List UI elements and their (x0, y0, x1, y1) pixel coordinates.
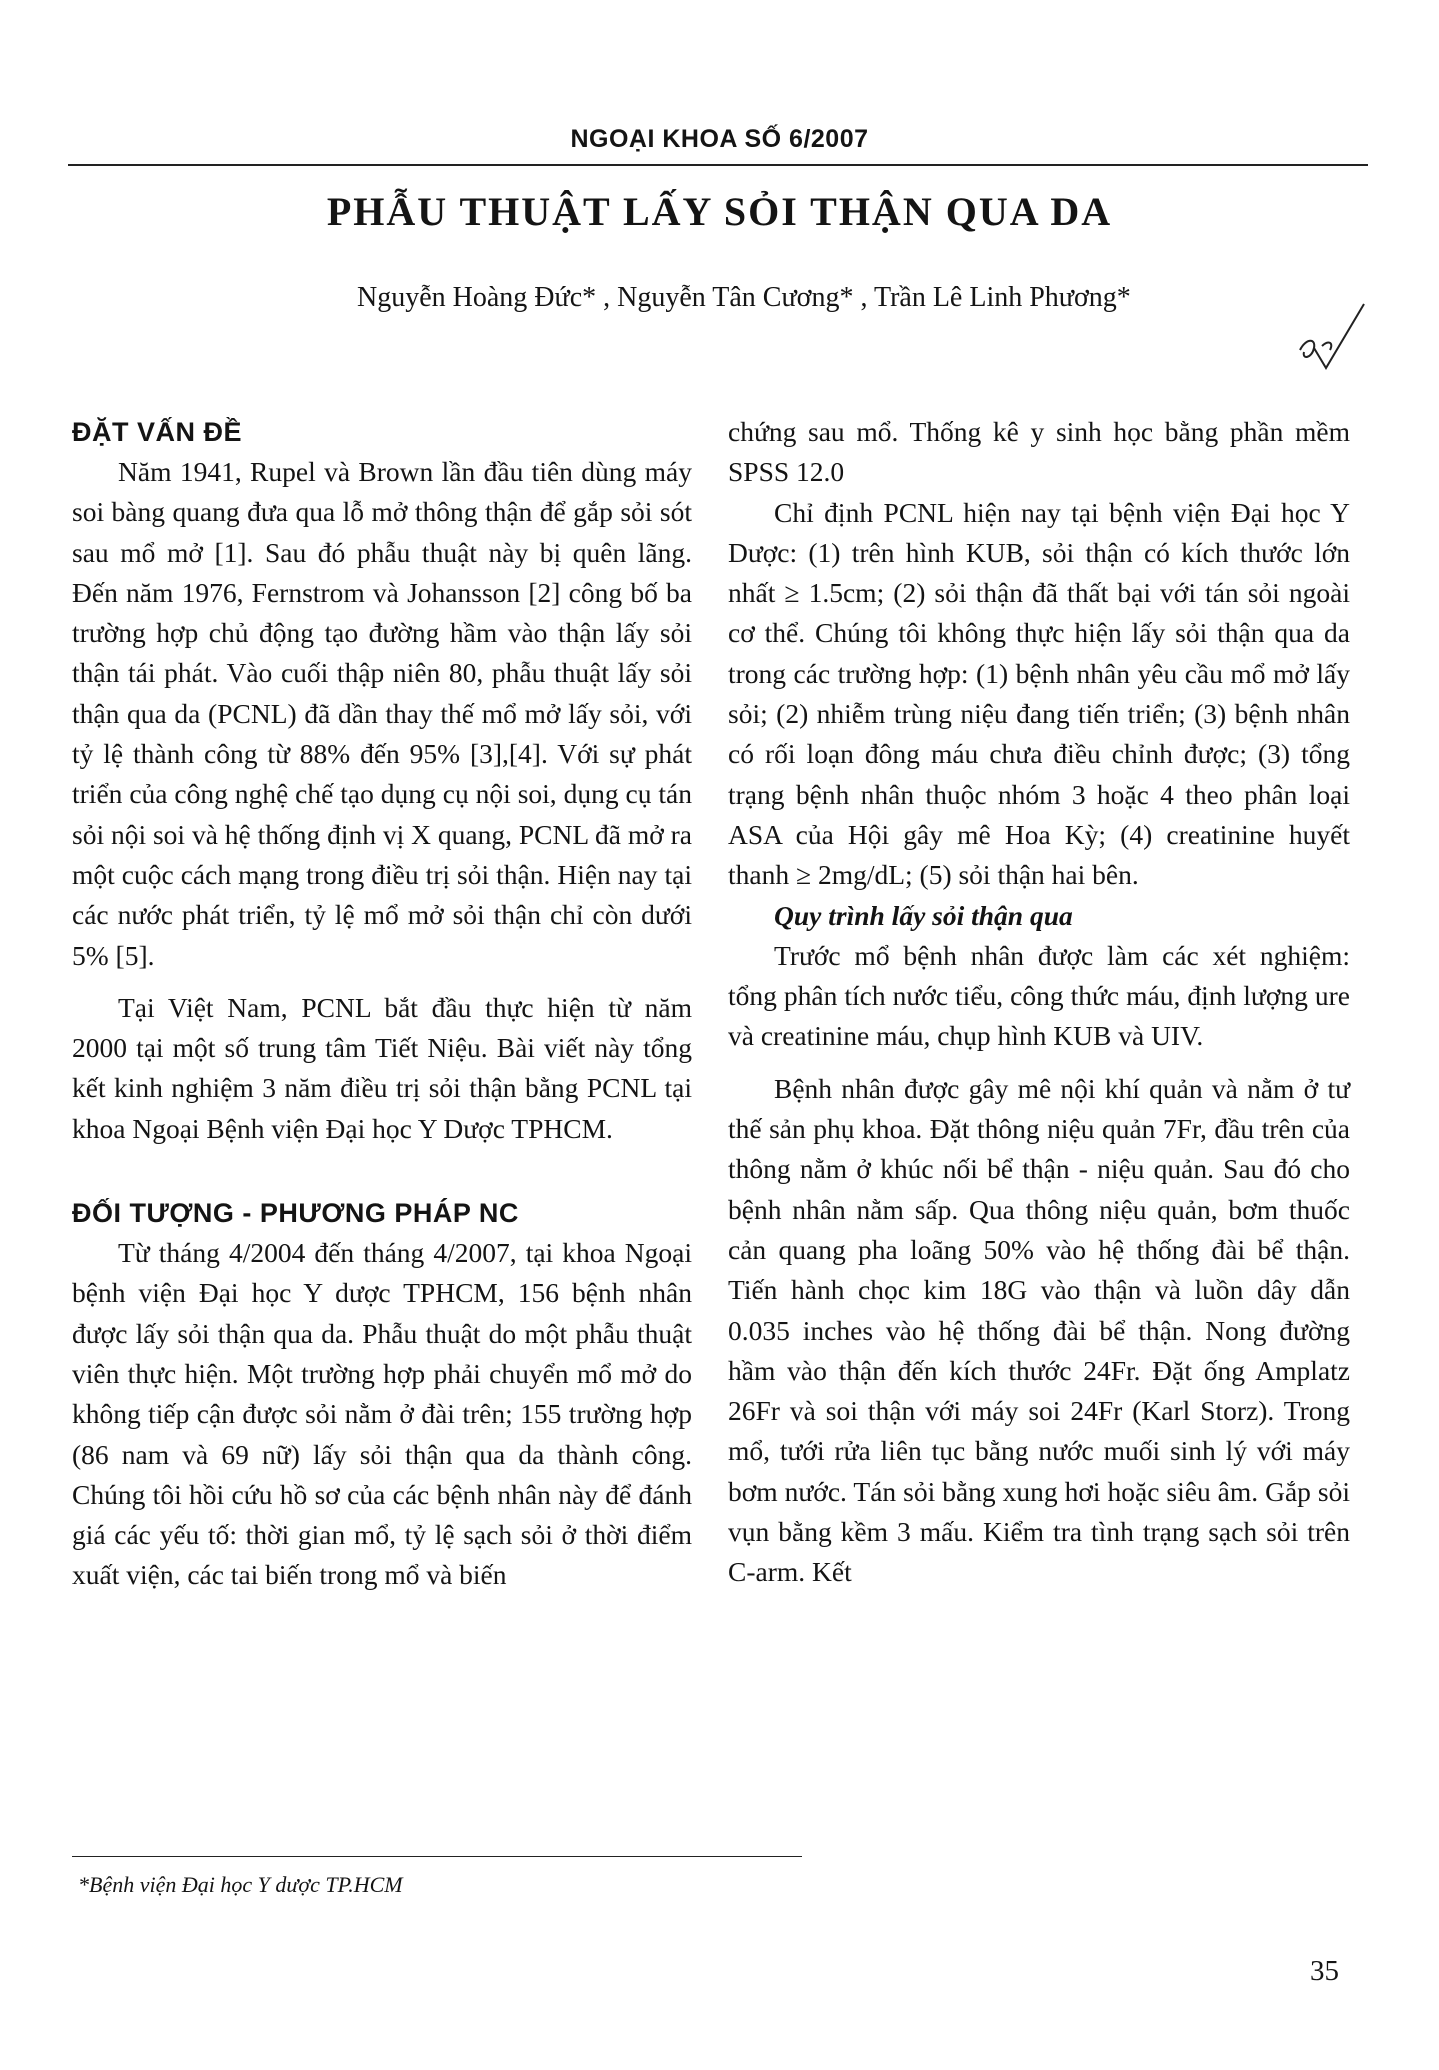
article-title: PHẪU THUẬT LẤY SỎI THẬN QUA DA (326, 189, 1113, 234)
subheading-procedure: Quy trình lấy sỏi thận qua (774, 899, 1073, 931)
paragraph-indication: Chỉ định PCNL hiện nay tại bệnh viện Đại học Y Dược: (1) trên hình KUB, sỏi thận có kích thước lớn nhất ≥ 1.5cm; (2) sỏi thận đã thất bại với tán sỏi ngoài cơ thể. Chúng tôi không thực hiện lấy sỏi thận qua da trong các trường hợp: (1) bệnh nhân yêu cầu mổ mở lấy sỏi; (2) nhiễm trùng niệu đang tiến triển; (3) bệnh nhân có rối loạn đông máu chưa điều chỉnh được; (3) tổng trạng bệnh nhân thuộc nhóm 3 hoặc 4 theo phân loại ASA của Hội gây mê Hoa Kỳ; (4) creatinine huyết thanh ≥ 2mg/dL; (5) sỏi thận hai bên. (728, 496, 1350, 891)
section-heading-methods: ĐỐI TƯỢNG - PHƯƠNG PHÁP NC (72, 1198, 519, 1229)
header-rule (68, 164, 1368, 166)
journal-header: NGOẠI KHOA SỐ 6/2007 (570, 125, 869, 153)
left-column (72, 412, 692, 1596)
paragraph-vietnam: Tại Việt Nam, PCNL bắt đầu thực hiện từ năm 2000 tại một số trung tâm Tiết Niệu. Bài viết này tổng kết kinh nghiệm 3 năm điều trị sỏi thận bằng PCNL tại khoa Ngoại Bệnh viện Đại học Y Dược TPHCM. (72, 991, 692, 1144)
paragraph-preop: Trước mổ bệnh nhân được làm các xét nghiệm: tổng phân tích nước tiểu, công thức máu, định lượng ure và creatinine máu, chụp hình KUB và UIV. (728, 939, 1350, 1052)
footnote-rule (72, 1856, 802, 1857)
handwritten-signature (1292, 298, 1372, 378)
author-list: Nguyễn Hoàng Đức* , Nguyễn Tân Cương* , Trần Lê Linh Phương* (357, 282, 1131, 313)
paragraph-methods: Từ tháng 4/2004 đến tháng 4/2007, tại khoa Ngoại bệnh viện Đại học Y dược TPHCM, 156 bệnh nhân được lấy sỏi thận qua da. Phẫu thuật do một phẫu thuật viên thực hiện. Một trường hợp phải chuyển mổ mở do không tiếp cận được sỏi nằm ở đài trên; 155 trường hợp (86 nam và 69 nữ) lấy sỏi thận qua da thành công. Chúng tôi hồi cứu hồ sơ của các bệnh nhân này để đánh giá các yếu tố: thời gian mổ, tỷ lệ sạch sỏi ở thời điểm xuất viện, các tai biến trong mổ và biến (72, 1237, 692, 1591)
section-heading-introduction: ĐẶT VẤN ĐỀ (72, 417, 243, 447)
paragraph-continuation: chứng sau mổ. Thống kê y sinh học bằng phần mềm SPSS 12.0 (728, 416, 1350, 488)
paragraph-procedure: Bệnh nhân được gây mê nội khí quản và nằm ở tư thế sản phụ khoa. Đặt thông niệu quản 7Fr, đầu trên của thông nằm ở khúc nối bể thận - niệu quản. Sau đó cho bệnh nhân nằm sấp. Qua thông niệu quản, bơm thuốc cản quang pha loãng 50% vào hệ thống đài bể thận. Tiến hành chọc kim 18G vào thận và luồn dây dẫn 0.035 inches vào hệ thống đài bể thận. Nong đường hầm vào thận đến kích thước 24Fr. Đặt ống Amplatz 26Fr và soi thận với máy soi 24Fr (Karl Storz). Trong mổ, tưới rửa liên tục bằng nước muối sinh lý với máy bơm nước. Tán sỏi bằng xung hơi hoặc siêu âm. Gắp sỏi vụn bằng kềm 3 mấu. Kiểm tra tình trạng sạch sỏi trên C-arm. Kết (728, 1072, 1350, 1588)
right-column (728, 412, 1350, 1593)
paragraph-introduction: Năm 1941, Rupel và Brown lần đầu tiên dùng máy soi bàng quang đưa qua lỗ mở thông thận để gắp sỏi sót sau mổ mở [1]. Sau đó phẫu thuật này bị quên lãng. Đến năm 1976, Fernstrom và Johansson [2] công bố ba trường hợp chủ động tạo đường hầm vào thận lấy sỏi thận tái phát. Vào cuối thập niên 80, phẫu thuật lấy sỏi thận qua da (PCNL) đã dần thay thế mổ mở lấy sỏi, với tỷ lệ thành công từ 88% đến 95% [3],[4]. Với sự phát triển của công nghệ chế tạo dụng cụ nội soi, dụng cụ tán sỏi nội soi và hệ thống định vị X quang, PCNL đã mở ra một cuộc cách mạng trong điều trị sỏi thận. Hiện nay tại các nước phát triển, tỷ lệ mổ mở sỏi thận chỉ còn dưới 5% [5]. (72, 456, 692, 971)
page-number: 35 (1310, 1955, 1339, 1987)
footnote-affiliation: *Bệnh viện Đại học Y dược TP.HCM (78, 1872, 403, 1897)
